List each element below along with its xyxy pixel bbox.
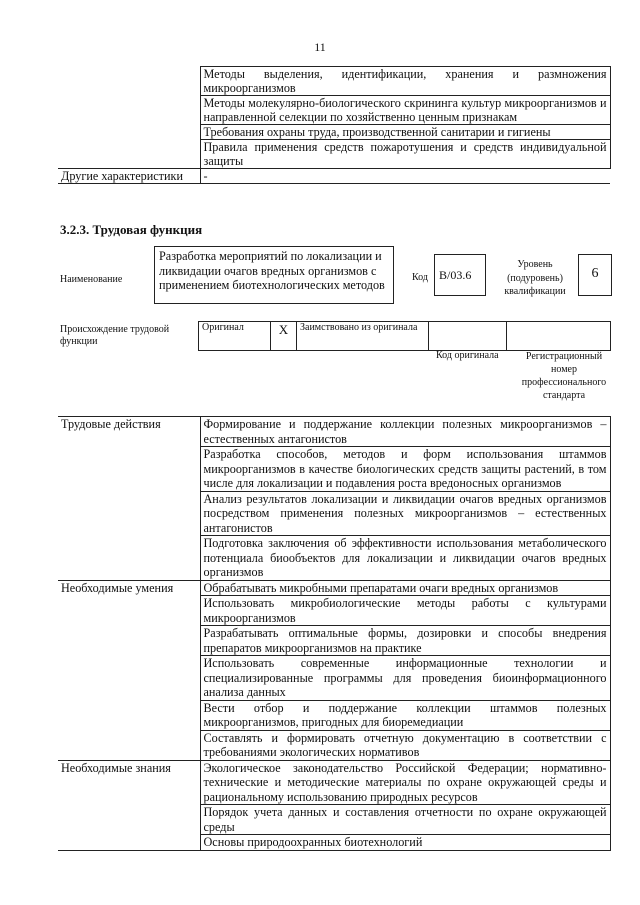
origin-label: Происхождение трудовой функции [60, 324, 170, 347]
knowledge-item: Порядок учета данных и составления отчетности по охране окружающей среды [200, 805, 610, 835]
other-characteristics-value: - [200, 169, 610, 184]
function-code: B/03.6 [434, 254, 486, 296]
original-label: Оригинал [199, 322, 271, 351]
labor-action-item: Анализ результатов локализации и ликвидации очагов вредных организмов посредством применения полезных микроорганизмов – естественных антагонистов [200, 491, 610, 536]
page-number: 11 [314, 40, 326, 54]
empty-label-cell [58, 67, 200, 169]
knowledge-continuation-table [58, 66, 611, 184]
skill-item: Использовать современные информационные технологии и специализированные программы для проведения биоинформационного анализа данных [200, 656, 610, 701]
registration-number-caption: Регистрационный номер профессионального стандарта [521, 351, 607, 401]
section-title: 3.2.3. Трудовая функция [60, 222, 203, 237]
knowledge-item: Методы выделения, идентификации, хранения и размножения микроорганизмов [200, 67, 610, 96]
original-mark: X [271, 322, 297, 351]
knowledge-item: Правила применения средств пожаротушения и средств индивидуальной защиты [200, 140, 610, 169]
required-knowledge-label: Необходимые знания [58, 760, 200, 850]
borrowed-label: Заимствовано из оригинала [297, 322, 429, 351]
qualification-level-label: Уровень (подуровень) квалификации [504, 259, 566, 297]
name-label: Наименование [60, 274, 123, 285]
skill-item: Составлять и формировать отчетную документацию в соответствии с требованиями экологических нормативов [200, 730, 610, 760]
origin-table [198, 321, 611, 351]
knowledge-item: Основы природоохранных биотехнологий [200, 835, 610, 851]
knowledge-item: Методы молекулярно-биологического скрининга культур микроорганизмов и направленной селекции по хозяйственно ценным признакам [200, 96, 610, 125]
qualification-level-value: 6 [578, 254, 612, 296]
skill-item: Разрабатывать оптимальные формы, дозировки и способы внедрения препаратов микроорганизмов на практике [200, 626, 610, 656]
labor-actions-label: Трудовые действия [58, 417, 200, 581]
registration-number-cell [507, 322, 611, 351]
skill-item: Вести отбор и поддержание коллекции штаммов полезных микроорганизмов, пригодных для биоремедиации [200, 700, 610, 730]
function-name: Разработка мероприятий по локализации и ликвидации очагов вредных организмов с применением биотехнологических методов [154, 246, 394, 304]
required-skills-label: Необходимые умения [58, 580, 200, 760]
labor-action-item: Разработка способов, методов и форм использования штаммов микроорганизмов в качестве биологических средств защиты растений, в том числе для локализации и подавления роста вредоносных организмов [200, 447, 610, 492]
skill-item: Обрабатывать микробными препаратами очаги вредных организмов [200, 580, 610, 596]
code-label: Код [412, 272, 428, 283]
labor-action-item: Формирование и поддержание коллекции полезных микроорганизмов – естественных антагонистов [200, 417, 610, 447]
knowledge-item: Экологическое законодательство Российской Федерации; нормативно-технические и методические материалы по охране окружающей среды и рациональному использованию природных ресурсов [200, 760, 610, 805]
labor-function-table [58, 416, 611, 851]
other-characteristics-label: Другие характеристики [58, 169, 200, 184]
knowledge-item: Требования охраны труда, производственной санитарии и гигиены [200, 125, 610, 140]
original-code-caption: Код оригинала [436, 350, 499, 361]
skill-item: Использовать микробиологические методы работы с культурами микроорганизмов [200, 596, 610, 626]
labor-action-item: Подготовка заключения об эффективности использования метаболического потенциала биообъектов для локализации и ликвидации очагов вредных организмов [200, 536, 610, 581]
original-code-cell [429, 322, 507, 351]
